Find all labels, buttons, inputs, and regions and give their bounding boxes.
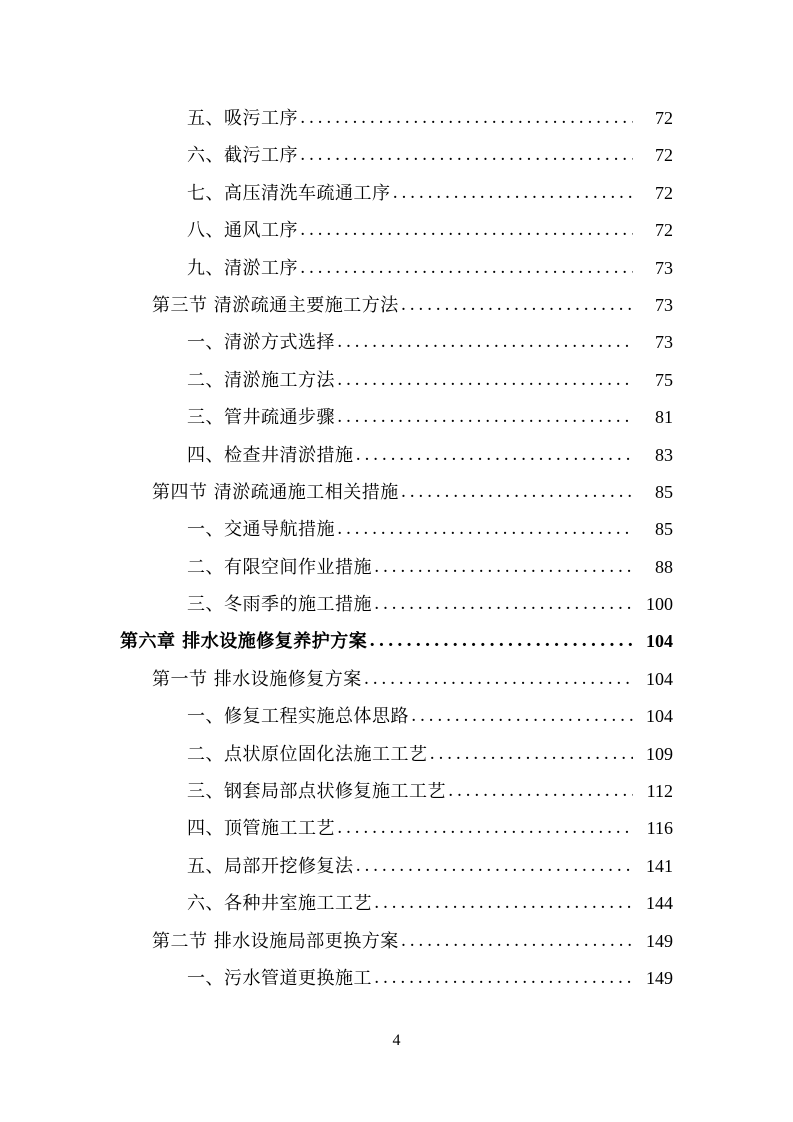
toc-entry-title: 二、点状原位固化法施工工艺 <box>187 743 428 765</box>
toc-entry-title: 五、吸污工序 <box>187 108 298 129</box>
dot-leader <box>300 250 633 287</box>
toc-entry-title: 一、交通导航措施 <box>187 519 335 541</box>
dot-leader <box>401 923 633 960</box>
dot-leader <box>364 661 633 698</box>
toc-entry-title: 一、污水管道更换施工 <box>187 967 372 989</box>
toc-entry[interactable] <box>0 175 793 212</box>
toc-entry-page: 149 <box>646 930 673 951</box>
toc-entry[interactable] <box>0 586 793 623</box>
toc-entry[interactable] <box>0 437 793 474</box>
toc-entry-page: 144 <box>646 893 673 914</box>
toc-section-entry[interactable] <box>0 287 793 324</box>
toc-entry-page: 81 <box>655 407 673 428</box>
toc-entry[interactable] <box>0 960 793 997</box>
toc-entry[interactable] <box>0 810 793 847</box>
toc-entry-page: 100 <box>646 594 673 615</box>
toc-entry-title: 第一节 排水设施修复方案 <box>152 668 362 690</box>
toc-entry-title: 三、冬雨季的施工措施 <box>187 594 372 616</box>
dot-leader <box>430 736 634 773</box>
toc-entry-page: 85 <box>655 519 673 540</box>
toc-entry-page: 72 <box>655 108 673 128</box>
dot-leader <box>300 100 633 137</box>
dot-leader <box>374 885 633 922</box>
toc-entry-page: 72 <box>655 145 673 166</box>
toc-entry[interactable] <box>0 511 793 548</box>
dot-leader <box>337 810 633 847</box>
toc-entry-title: 三、钢套局部点状修复施工工艺 <box>187 781 446 803</box>
toc-entry-page: 112 <box>646 781 673 802</box>
dot-leader <box>374 549 633 586</box>
page-number: 4 <box>392 1032 401 1049</box>
toc-entry[interactable] <box>0 362 793 399</box>
toc-entry-page: 75 <box>655 369 673 390</box>
toc-entry[interactable] <box>0 698 793 735</box>
dot-leader <box>356 848 634 885</box>
toc-entry-page: 73 <box>655 332 673 353</box>
toc-entry-title: 第三节 清淤疏通主要施工方法 <box>152 294 399 316</box>
dot-leader <box>401 287 633 324</box>
dot-leader <box>374 586 633 623</box>
toc-entry-title: 四、顶管施工工艺 <box>187 818 335 840</box>
toc-entry-page: 109 <box>646 743 673 764</box>
toc-chapter-entry[interactable] <box>0 623 793 660</box>
toc-entry-page: 116 <box>646 818 673 839</box>
toc-entry-title: 六、截污工序 <box>187 145 298 167</box>
toc-entry-title: 六、各种井室施工工艺 <box>187 893 372 915</box>
dot-leader <box>300 212 633 249</box>
dot-leader <box>337 511 633 548</box>
toc-section-entry[interactable] <box>0 923 793 960</box>
toc-entry-page: 104 <box>646 631 673 652</box>
toc-entry-page: 104 <box>646 668 673 689</box>
toc-entry-page: 88 <box>655 556 673 577</box>
dot-leader <box>401 474 633 511</box>
toc-entry[interactable] <box>0 885 793 922</box>
toc-entry[interactable] <box>0 324 793 361</box>
dot-leader <box>337 399 633 436</box>
toc-entry[interactable] <box>0 549 793 586</box>
toc-entry-page: 85 <box>655 481 673 502</box>
toc-section-entry[interactable] <box>0 661 793 698</box>
toc-entry-page: 141 <box>646 855 673 876</box>
toc-entry-title: 四、检查井清淤措施 <box>187 444 354 466</box>
dot-leader <box>393 175 634 212</box>
toc-entry-title: 一、清淤方式选择 <box>187 332 335 354</box>
toc-entry-page: 72 <box>655 220 673 241</box>
toc-entry[interactable] <box>0 773 793 810</box>
toc-entry-title: 第二节 排水设施局部更换方案 <box>152 930 399 952</box>
toc-section-entry[interactable] <box>0 474 793 511</box>
toc-entry-page: 73 <box>655 294 673 315</box>
toc-entry[interactable] <box>0 212 793 249</box>
toc-entry-title: 第六章 排水设施修复养护方案 <box>120 631 368 653</box>
toc-entry-title: 八、通风工序 <box>187 220 298 242</box>
toc-entry[interactable] <box>0 137 793 174</box>
dot-leader <box>300 137 633 174</box>
toc-entry-title: 二、有限空间作业措施 <box>187 556 372 578</box>
dot-leader <box>356 437 634 474</box>
toc-entry-title: 一、修复工程实施总体思路 <box>187 706 409 728</box>
toc-entry[interactable] <box>0 736 793 773</box>
toc-entry-title: 三、管井疏通步骤 <box>187 407 335 429</box>
dot-leader <box>369 623 633 660</box>
toc-entry-title: 二、清淤施工方法 <box>187 369 335 391</box>
dot-leader <box>337 362 633 399</box>
toc-entry-page: 73 <box>655 257 673 278</box>
toc-entry[interactable] <box>0 100 793 137</box>
toc-entry[interactable] <box>0 848 793 885</box>
toc-entry-page: 104 <box>646 706 673 727</box>
toc-entry-page: 149 <box>646 967 673 988</box>
toc-entry-title: 九、清淤工序 <box>187 257 298 279</box>
toc-entry-title: 第四节 清淤疏通施工相关措施 <box>152 481 399 503</box>
toc-entry-page: 72 <box>655 182 673 203</box>
dot-leader <box>337 324 633 361</box>
dot-leader <box>411 698 633 735</box>
toc-entry-title: 七、高压清洗车疏通工序 <box>187 182 391 204</box>
toc-entry[interactable] <box>0 399 793 436</box>
dot-leader <box>374 960 633 997</box>
dot-leader <box>448 773 633 810</box>
table-of-contents <box>0 100 793 997</box>
toc-entry[interactable] <box>0 250 793 287</box>
toc-entry-title: 五、局部开挖修复法 <box>187 855 354 877</box>
toc-entry-page: 83 <box>655 444 673 465</box>
